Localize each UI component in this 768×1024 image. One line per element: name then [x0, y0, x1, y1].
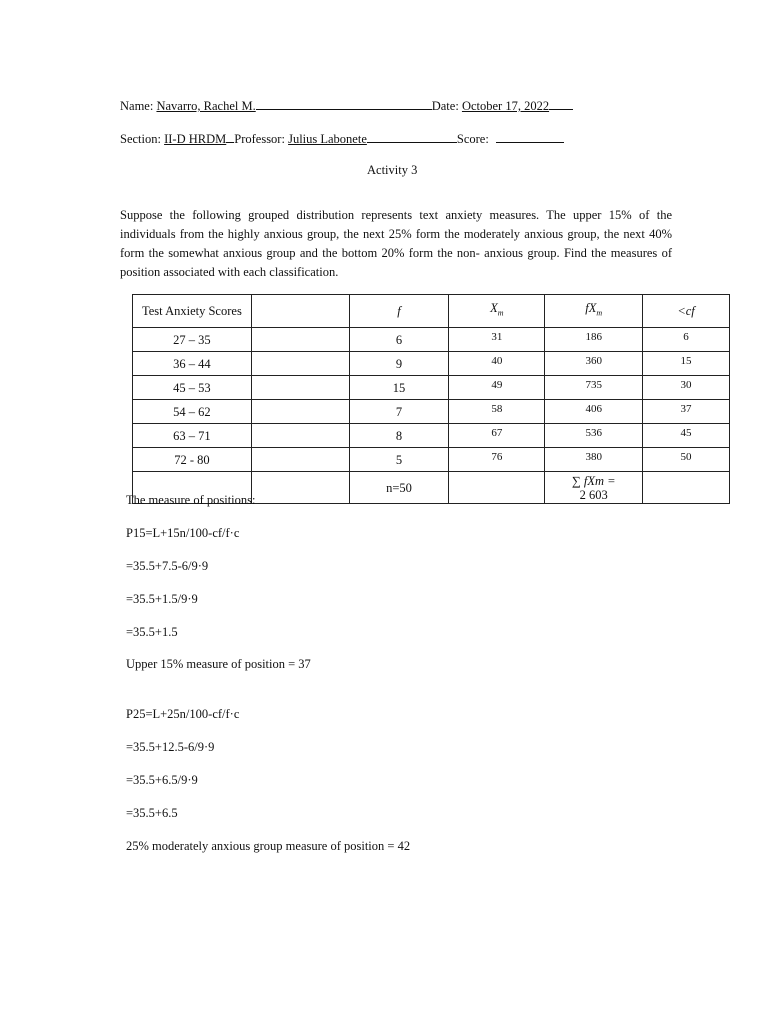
cell-f: 15: [349, 376, 449, 400]
table-row: [133, 352, 730, 376]
header-f: f: [349, 295, 449, 328]
p15-formula: P15=L+15n/100-cf/f·c: [126, 526, 240, 540]
cell-xm: 76: [449, 448, 545, 472]
cell-f: 7: [349, 400, 449, 424]
p15-step1: =35.5+7.5-6/9·9: [126, 559, 209, 573]
header-cf: <cf: [643, 295, 730, 328]
cell-cf: 30: [643, 376, 730, 400]
cell-fxm: 536: [545, 424, 643, 448]
p15-step2: =35.5+1.5/9·9: [126, 592, 198, 606]
professor-value: Julius Labonete: [288, 132, 367, 146]
cell-blank: [251, 328, 349, 352]
total-sum-label: ∑ fXm =: [571, 473, 616, 488]
table-header-row: [133, 295, 730, 328]
activity-title: Activity 3: [367, 163, 418, 177]
total-blank-4: [643, 472, 730, 504]
section-line: [120, 130, 564, 147]
total-blank-2: [251, 472, 349, 504]
cell-xm: 31: [449, 328, 545, 352]
cell-f: 9: [349, 352, 449, 376]
table-row: [133, 448, 730, 472]
cell-class: 45 – 53: [133, 376, 252, 400]
p25-formula: P25=L+25n/100-cf/f·c: [126, 707, 240, 721]
section-label: Section:: [120, 132, 161, 146]
cell-cf: 45: [643, 424, 730, 448]
p25-step1: =35.5+12.5-6/9·9: [126, 740, 215, 754]
name-value: Navarro, Rachel M.: [156, 99, 256, 113]
p25-step2: =35.5+6.5/9·9: [126, 773, 198, 787]
total-sum-value: 2 603: [579, 487, 608, 502]
name-line: [120, 97, 573, 114]
cell-class: 27 – 35: [133, 328, 252, 352]
cell-f: 8: [349, 424, 449, 448]
header-blank: [251, 295, 349, 328]
name-label: Name:: [120, 99, 154, 113]
table-row: [133, 376, 730, 400]
cell-f: 6: [349, 328, 449, 352]
table-row: [133, 400, 730, 424]
table-row: [133, 328, 730, 352]
date-underline: [549, 97, 573, 110]
p15-result: Upper 15% measure of position = 37: [126, 657, 311, 671]
p25-result: 25% moderately anxious group measure of position = 42: [126, 839, 411, 853]
header-scores: Test Anxiety Scores: [133, 295, 252, 328]
cell-fxm: 406: [545, 400, 643, 424]
date-label: Date:: [431, 99, 459, 113]
cell-blank: [251, 376, 349, 400]
cell-class: 72 - 80: [133, 448, 252, 472]
date-value: October 17, 2022: [461, 99, 550, 113]
cell-xm: 40: [449, 352, 545, 376]
score-blank: [496, 130, 564, 143]
cell-cf: 15: [643, 352, 730, 376]
cell-f: 5: [349, 448, 449, 472]
cell-cf: 37: [643, 400, 730, 424]
cell-cf: 6: [643, 328, 730, 352]
p25-step3: =35.5+6.5: [126, 806, 178, 820]
name-underline: [256, 97, 432, 110]
cell-fxm: 360: [545, 352, 643, 376]
cell-cf: 50: [643, 448, 730, 472]
table-row: [133, 424, 730, 448]
cell-class: 63 – 71: [133, 424, 252, 448]
total-n: n=50: [349, 472, 449, 504]
cell-fxm: 380: [545, 448, 643, 472]
section-value: II-D HRDM: [164, 132, 227, 146]
total-blank-3: [449, 472, 545, 504]
cell-xm: 58: [449, 400, 545, 424]
professor-label: Professor:: [234, 132, 285, 146]
frequency-table: [132, 294, 730, 504]
cell-blank: [251, 352, 349, 376]
professor-underline: [367, 130, 457, 143]
header-fxm: $fX_m$: [545, 295, 643, 328]
problem-statement: Suppose the following grouped distribution represents text anxiety measures. The upper 15% of the individuals from the highly anxious group, the next 25% form the moderately anxious group, the next 40% form the somewhat anxious group and the bottom 20% form the non- anxious group. Find the measures of position associated with each classification.: [120, 208, 672, 279]
cell-xm: 49: [449, 376, 545, 400]
score-label: Score:: [456, 132, 489, 146]
cell-class: 36 – 44: [133, 352, 252, 376]
header-xm: $X_m$: [449, 295, 545, 328]
cell-blank: [251, 400, 349, 424]
cell-xm: 67: [449, 424, 545, 448]
cell-blank: [251, 424, 349, 448]
cell-blank: [251, 448, 349, 472]
cell-fxm: 186: [545, 328, 643, 352]
cell-class: 54 – 62: [133, 400, 252, 424]
total-sum: [545, 472, 643, 504]
p15-step3: =35.5+1.5: [126, 625, 178, 639]
work-intro: The measure of positions:: [126, 493, 256, 507]
cell-fxm: 735: [545, 376, 643, 400]
